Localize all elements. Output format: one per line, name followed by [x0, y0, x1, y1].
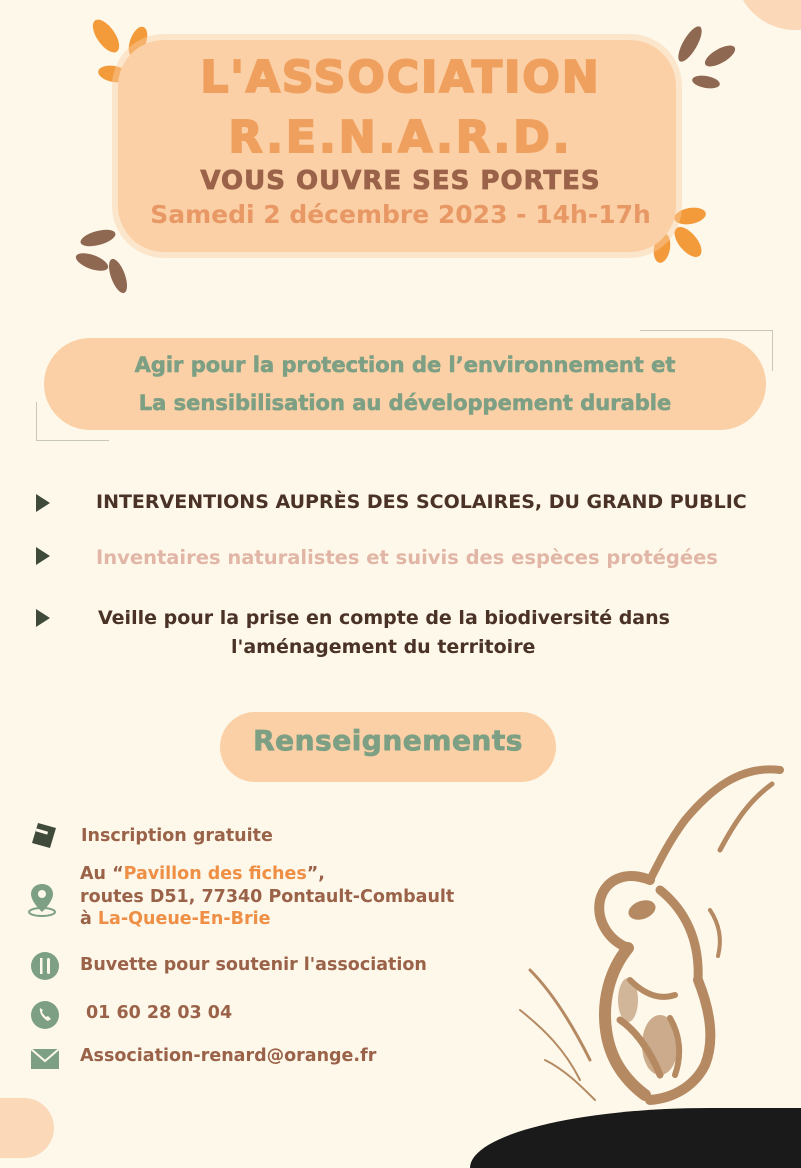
arrow-icon: [36, 494, 50, 512]
mission-line-1: Agir pour la protection de l’environnement et: [134, 353, 676, 377]
arrow-icon: [36, 609, 50, 627]
mission-blob: [44, 338, 766, 430]
buvette-text: Buvette pour soutenir l'association: [80, 955, 427, 975]
subtitle-open-doors: VOUS OUVRE SES PORTES: [200, 166, 601, 196]
address-place: Pavillon des fiches: [123, 864, 307, 884]
address-town: La-Queue-En-Brie: [97, 909, 271, 929]
title-association: L'ASSOCIATION: [200, 52, 601, 103]
phone-number: 01 60 28 03 04: [86, 1003, 233, 1023]
fox-illustration: [510, 760, 801, 1120]
inscription-text: Inscription gratuite: [81, 826, 273, 846]
address-prefix: Au “: [80, 864, 124, 884]
address-line-2: routes D51, 77340 Pontault-Combault: [80, 887, 455, 907]
email-address: Association-renard@orange.fr: [80, 1046, 377, 1066]
address-line-3-prefix: à: [80, 909, 98, 929]
address-line-1: [80, 864, 325, 884]
envelope-icon: [30, 1047, 60, 1071]
bullet-inventaires: Inventaires naturalistes et suivis des espèces protégées: [96, 546, 718, 569]
arrow-icon: [36, 547, 50, 565]
corner-decoration-top-right: [735, 0, 801, 30]
event-date: Samedi 2 décembre 2023 - 14h-17h: [150, 200, 651, 229]
mission-line-2: La sensibilisation au développement durable: [138, 391, 672, 415]
info-heading: Renseignements: [253, 724, 523, 757]
bullet-veille-line-1: Veille pour la prise en compte de la biodiversité dans: [98, 607, 670, 629]
address-line-3: [80, 909, 270, 929]
bullet-veille-line-2: l'aménagement du territoire: [231, 636, 536, 658]
title-renard: R.E.N.A.R.D.: [228, 112, 573, 163]
corner-decoration-bottom-left: [0, 1098, 54, 1158]
bullet-interventions: INTERVENTIONS AUPRÈS DES SCOLAIRES, DU GRAND PUBLIC: [96, 491, 747, 513]
cutlery-icon: [30, 951, 60, 981]
ticket-icon: [30, 820, 60, 850]
address-suffix: ”,: [306, 864, 325, 884]
location-pin-icon: [26, 882, 58, 918]
phone-icon: [30, 1000, 60, 1030]
